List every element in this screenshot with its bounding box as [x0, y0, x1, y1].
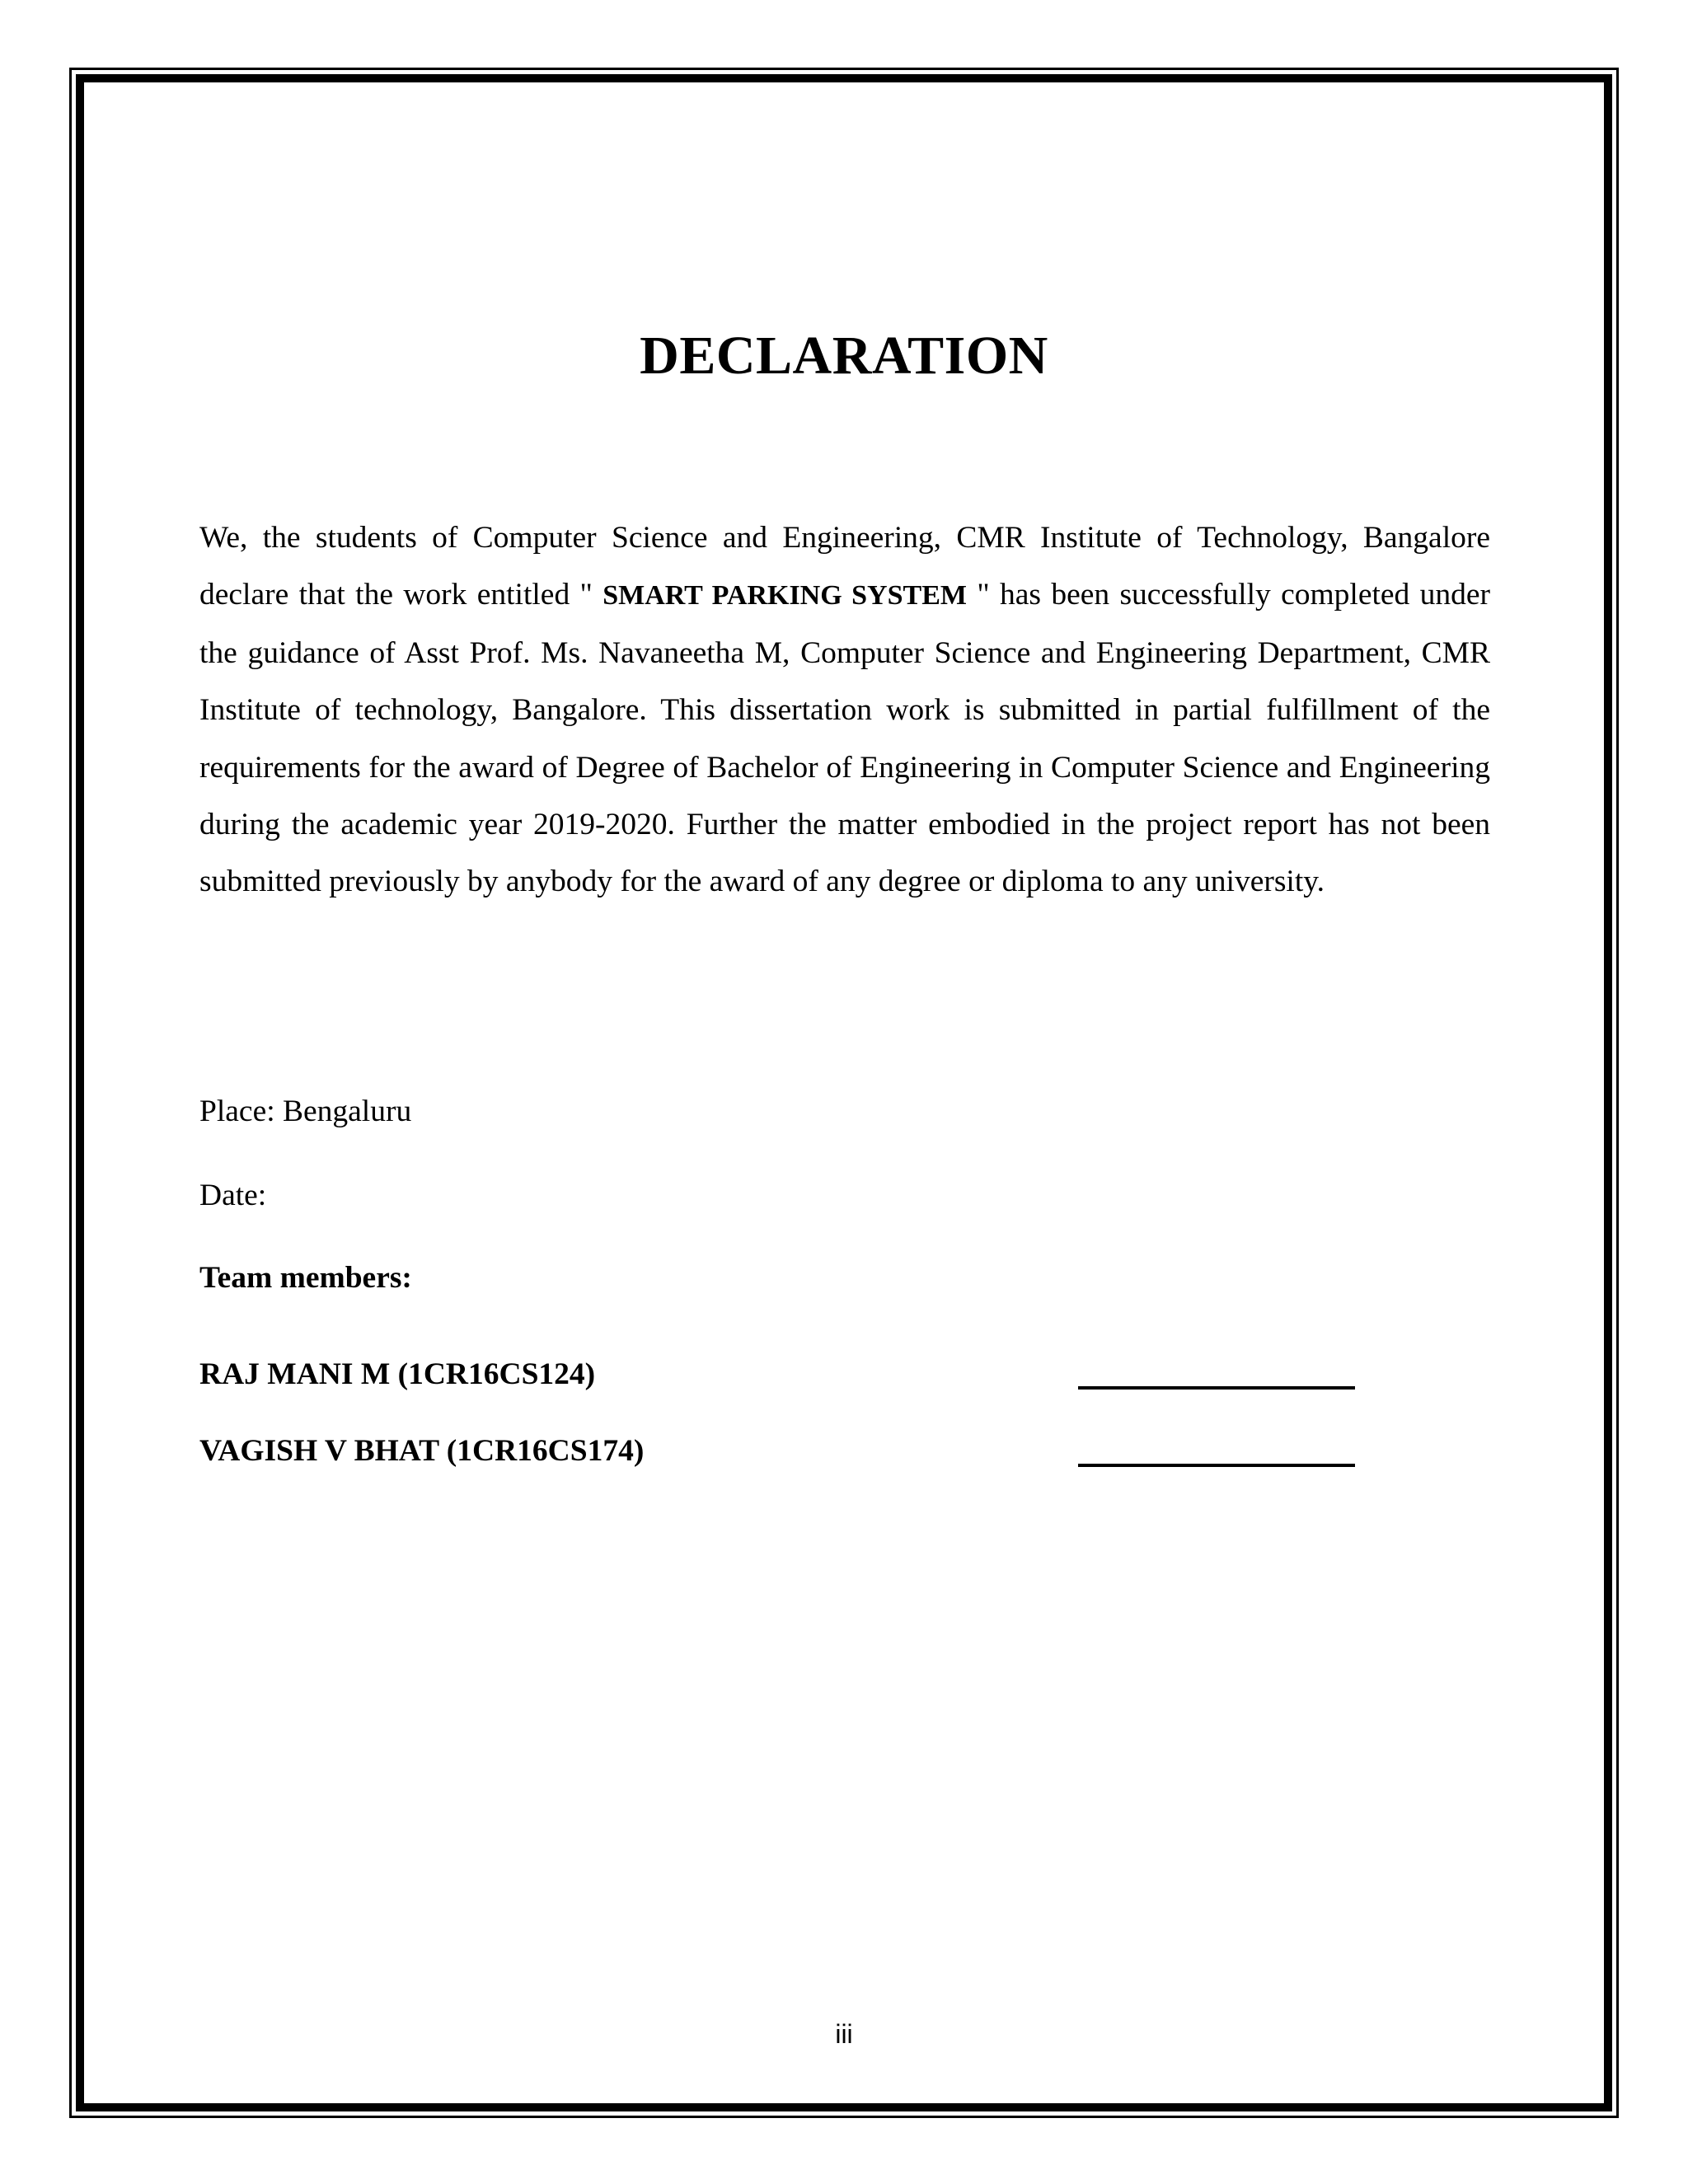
date-line: Date:: [199, 1179, 267, 1212]
team-members-heading: Team members:: [199, 1261, 412, 1295]
team-member-name: RAJ MANI M (1CR16CS124): [199, 1357, 596, 1391]
signature-line: [1078, 1464, 1355, 1467]
paragraph-text-before: We, the students of Computer Science and Engineering, CMR Institute of Technology, Bangalore declare that the work entitled ": [199, 521, 1490, 612]
signature-line: [1078, 1386, 1355, 1390]
project-title: SMART PARKING SYSTEM: [603, 580, 967, 612]
team-member-name: VAGISH V BHAT (1CR16CS174): [199, 1434, 645, 1468]
page-number: iii: [835, 2019, 853, 2049]
place-line: Place: Bengaluru: [199, 1094, 412, 1128]
declaration-paragraph: [199, 509, 1490, 911]
paragraph-text-after: " has been successfully completed under the guidance of Asst Prof. Ms. Navaneetha M, Computer Science and Engineering Department, CMR Institute of technology, Bangalore. This dissertation work is submitted in partial fulfillment of the requirements for the award of Degree of Bachelor of Engineering in Computer Science and Engineering during the academic year 2019-2020. Further the matter embodied in the project report has not been submitted previously by anybody for the award of any degree or diploma to any university.: [199, 578, 1491, 899]
page-title: DECLARATION: [640, 326, 1048, 386]
